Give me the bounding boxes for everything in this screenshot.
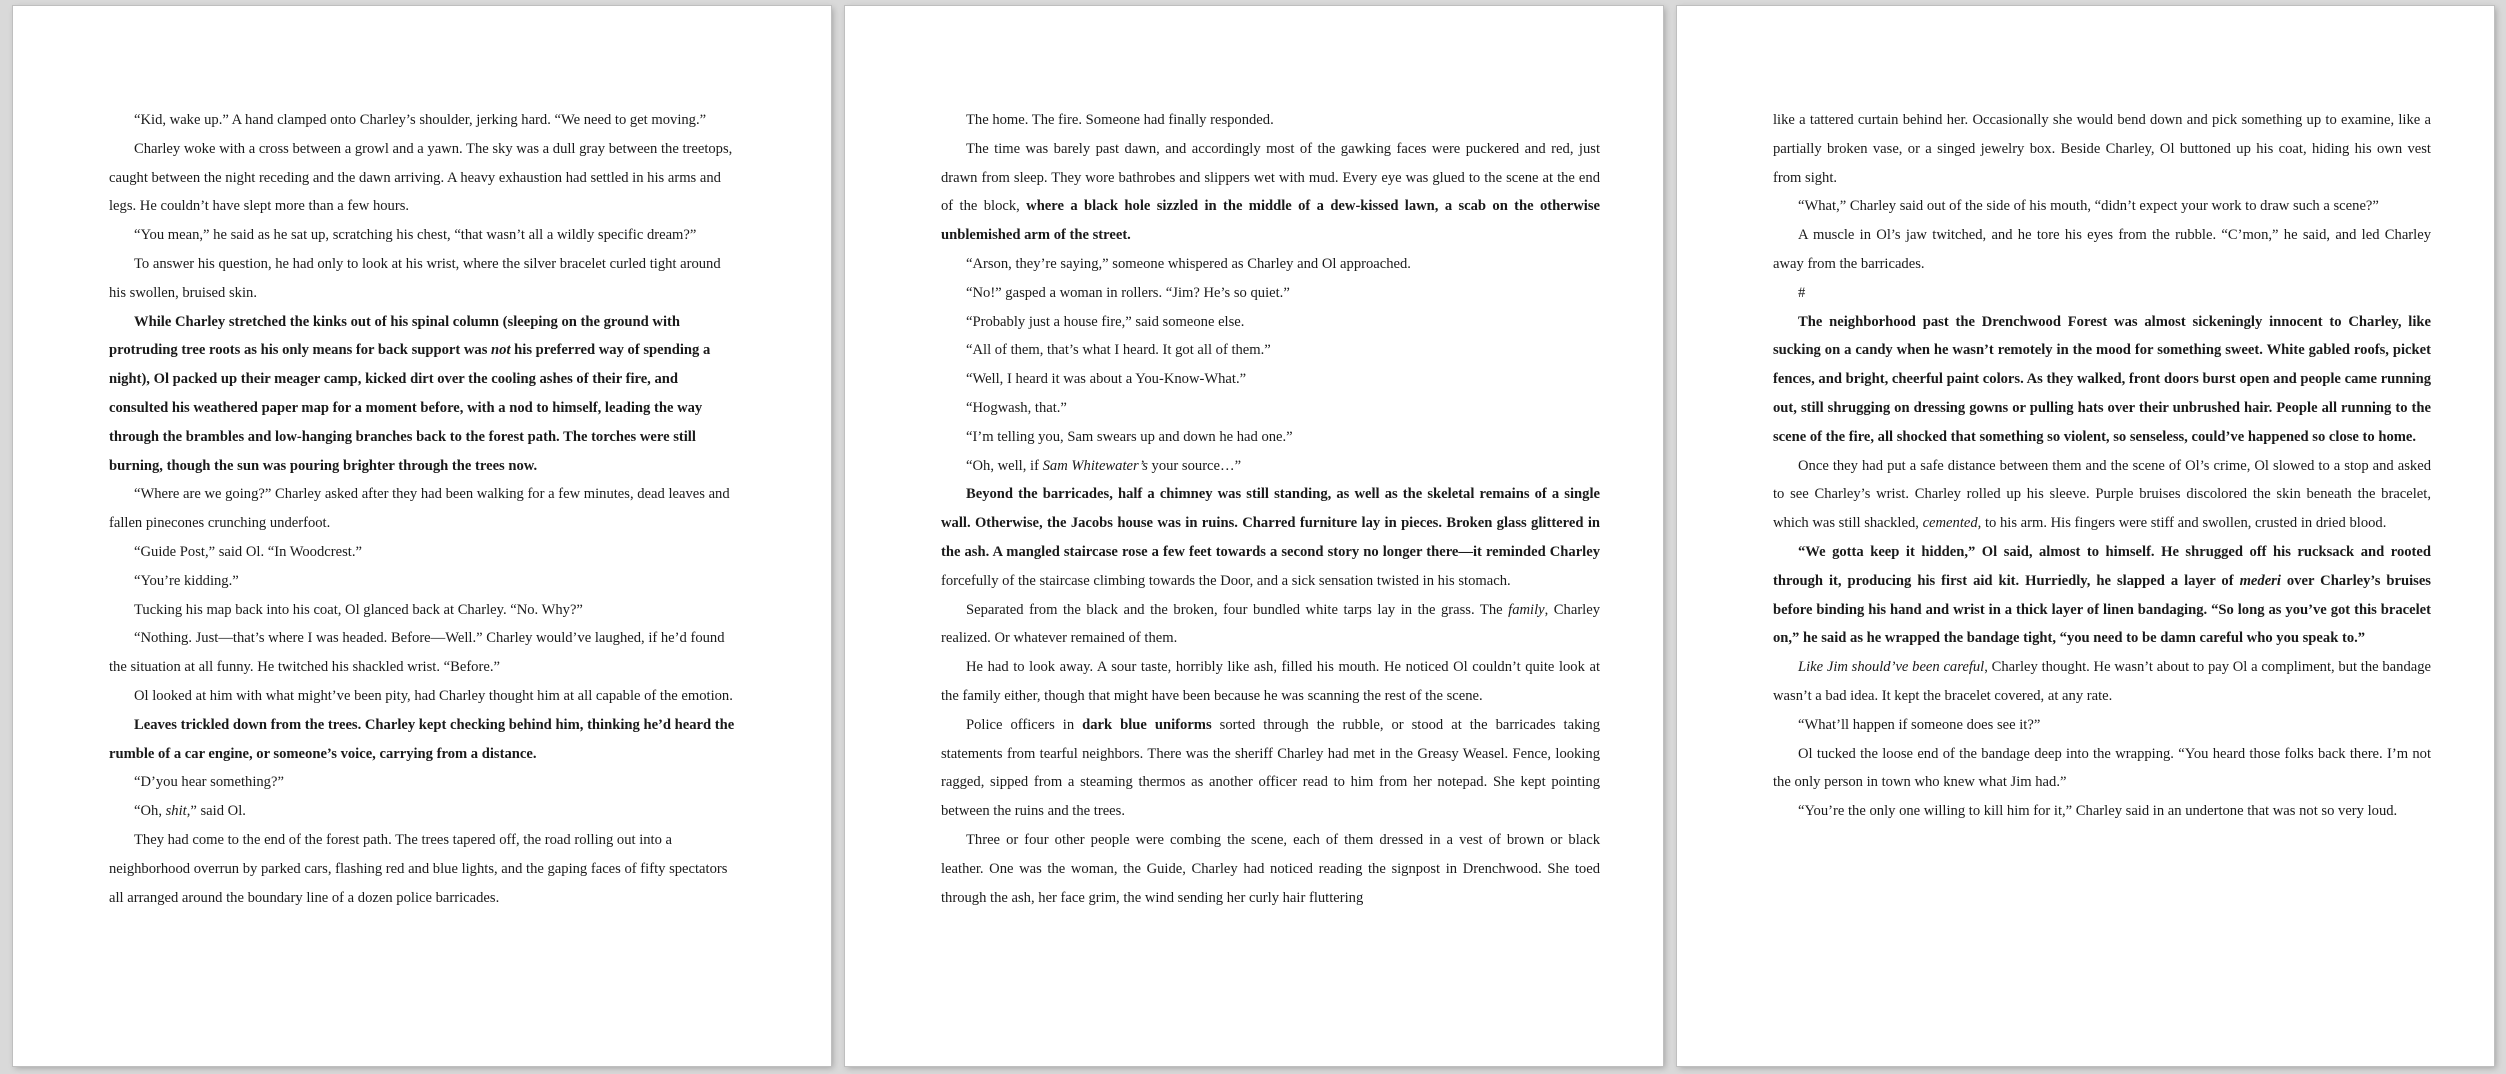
italic-text: shit xyxy=(165,803,187,820)
paragraph-text: “D’you hear something?” xyxy=(134,774,284,791)
paragraph-text: Three or four other people were combing the scene, each of them dressed in a vest of brown or black leather. One was the woman, the Guide, Charley had noticed reading the signpost in Drenchwood. She toed through the ash, her face grim, the wind sending her curly hair fluttering xyxy=(941,831,1600,906)
paragraph xyxy=(941,452,1600,481)
paragraph-text: The home. The fire. Someone had finally responded. xyxy=(966,112,1274,128)
paragraph xyxy=(1773,538,2431,653)
paragraph xyxy=(941,308,1600,337)
page-1-body xyxy=(109,106,735,912)
paragraph-text: “You mean,” he said as he sat up, scratching his chest, “that wasn’t all a wildly specific dream?” xyxy=(134,227,697,244)
paragraph xyxy=(109,221,735,250)
paragraph xyxy=(109,624,735,682)
paragraph xyxy=(1773,192,2431,221)
paragraph-text: “What,” Charley said out of the side of his mouth, “didn’t expect your work to draw such a scene?” xyxy=(1798,198,2379,215)
paragraph-text: # xyxy=(1798,284,1806,301)
paragraph-text: , to his arm. His fingers were stiff and swollen, crusted in dried blood. xyxy=(1977,515,2387,532)
paragraph xyxy=(1773,452,2431,538)
paragraph-text: “Nothing. Just—that’s where I was headed. Before—Well.” Charley would’ve laughed, if he’d found the situation at all funny. He twitched his shackled wrist. “Before.” xyxy=(109,630,725,676)
paragraph xyxy=(1773,797,2431,826)
page-1 xyxy=(13,6,831,1066)
italic-text: family xyxy=(1508,601,1545,618)
paragraph xyxy=(109,538,735,567)
paragraph-text: “You’re the only one willing to kill him for it,” Charley said in an undertone that was not so very loud. xyxy=(1798,803,2398,820)
paragraph-text: “Well, I heard it was about a You-Know-What.” xyxy=(966,371,1247,388)
page-2-body xyxy=(941,106,1600,912)
paragraph xyxy=(941,653,1600,711)
paragraph-text: forcefully of the staircase climbing towards the Door, and a sick sensation twisted in his stomach. xyxy=(941,572,1511,589)
paragraph xyxy=(109,826,735,912)
paragraph-text: Leaves trickled down from the trees. Charley kept checking behind him, thinking he’d heard the rumble of a car engine, or someone’s voice, carrying from a distance. xyxy=(109,716,735,762)
paragraph-text: “Oh, xyxy=(134,803,166,820)
paragraph-text: Separated from the black and the broken, four bundled white tarps lay in the grass. The xyxy=(966,601,1509,618)
paragraph xyxy=(941,480,1600,595)
paragraph xyxy=(109,768,735,797)
paragraph xyxy=(109,596,735,625)
paragraph-text: The time was barely past dawn, and accordingly most of the gawking faces were puckered and red, just drawn from sleep. They wore bathrobes and slippers wet with mud. Every eye was glued to the scene at the end of the block, xyxy=(941,140,1600,215)
paragraph-text: Ol tucked the loose end of the bandage deep into the wrapping. “You heard those folks back there. I’m not the only person in town who knew what Jim had.” xyxy=(1773,745,2431,791)
paragraph-text: “What’ll happen if someone does see it?” xyxy=(1798,716,2041,733)
paragraph-text: “Oh, well, if xyxy=(966,457,1043,474)
paragraph-text: Charley woke with a cross between a growl and a yawn. The sky was a dull gray between the treetops, caught between the night receding and the dawn arriving. A heavy exhaustion had settled in his arms and legs. He couldn’t have slept more than a few hours. xyxy=(109,140,733,215)
italic-text: cemented xyxy=(1922,515,1978,532)
paragraph xyxy=(941,336,1600,365)
bold-text: dark blue uniforms xyxy=(1082,716,1212,733)
paragraph-text: “Probably just a house fire,” said someone else. xyxy=(966,313,1245,330)
bold-text: over Charley’s bruises before binding his hand and wrist in a thick layer of linen bandaging. “So long as you’ve got this bracelet on,” he said as he wrapped the bandage tight, “you need to be damn careful who you speak to.” xyxy=(1773,572,2431,647)
paragraph-text: like a tattered curtain behind her. Occasionally she would bend down and pick something up to examine, like a partially broken vase, or a singed jewelry box. Beside Charley, Ol buttoned up his coat, hiding his own vest from sight. xyxy=(1773,112,2431,186)
paragraph xyxy=(1773,653,2431,711)
paragraph xyxy=(1773,106,2431,192)
paragraph-text: The neighborhood past the Drenchwood Forest was almost sickeningly innocent to Charley, like sucking on a candy when he wasn’t remotely in the mood for something sweet. White gabled roofs, picket fences, and bright, cheerful paint colors. As they walked, front doors burst open and people came running out, still shrugging on dressing gowns or pulling hats over their unbrushed hair. People all running to the scene of the fire, all shocked that something so violent, so senseless, could’ve happened so close to home. xyxy=(1773,313,2431,445)
paragraph-text: Tucking his map back into his coat, Ol glanced back at Charley. “No. Why?” xyxy=(134,601,583,618)
page-3-body xyxy=(1773,106,2431,826)
paragraph xyxy=(941,365,1600,394)
paragraph xyxy=(109,135,735,221)
paragraph xyxy=(109,567,735,596)
paragraph-text: “All of them, that’s what I heard. It got all of them.” xyxy=(966,342,1271,359)
bold-text: where a black hole sizzled in the middle of a dew-kissed lawn, a scab on the otherwise unblemished arm of the street. xyxy=(941,198,1600,244)
italic-text: not xyxy=(491,342,511,359)
paragraph-text: , Charley thought. He wasn’t about to pay Ol a compliment, but the bandage wasn’t a bad idea. It kept the bracelet covered, at any rate. xyxy=(1773,659,2431,704)
paragraph-text: ,” said Ol. xyxy=(186,803,246,820)
paragraph-text: “Guide Post,” said Ol. “In Woodcrest.” xyxy=(134,543,362,560)
paragraph-text: your source…” xyxy=(1147,457,1242,474)
paragraph-text: “No!” gasped a woman in rollers. “Jim? He’s so quiet.” xyxy=(966,284,1290,301)
paragraph-text: Police officers in xyxy=(966,716,1083,733)
paragraph xyxy=(941,423,1600,452)
paragraph-text: “Where are we going?” Charley asked after they had been walking for a few minutes, dead leaves and fallen pinecones crunching underfoot. xyxy=(109,486,730,532)
page-3 xyxy=(1677,6,2494,1066)
paragraph xyxy=(941,711,1600,826)
paragraph xyxy=(1773,279,2431,308)
italic-text: Sam Whitewater’s xyxy=(1042,457,1148,474)
paragraph-text: “Hogwash, that.” xyxy=(966,399,1067,416)
page-2 xyxy=(845,6,1663,1066)
paragraph-text: Ol looked at him with what might’ve been pity, had Charley thought him at all capable of the emotion. xyxy=(134,687,733,704)
paragraph xyxy=(941,106,1600,135)
bold-text: “We gotta keep it hidden,” Ol said, almost to himself. He shrugged off his rucksack and rooted through it, producing his first aid kit. Hurriedly, he slapped a layer of xyxy=(1773,543,2431,589)
paragraph xyxy=(1773,308,2431,452)
paragraph xyxy=(109,106,735,135)
paragraph-text: his preferred way of spending a night), Ol packed up their meager camp, kicked dirt over the cooling ashes of their fire, and consulted his weathered paper map for a moment before, with a nod to himself, leading the way through the brambles and low-hanging branches back to the forest path. The torches were still burning, though the sun was pouring brighter through the trees now. xyxy=(109,342,711,474)
italic-text: Like Jim should’ve been careful xyxy=(1798,659,1985,676)
paragraph xyxy=(109,711,735,769)
paragraph xyxy=(109,250,735,308)
paragraph-text: He had to look away. A sour taste, horribly like ash, filled his mouth. He noticed Ol couldn’t quite look at the family either, though that might have been because he was scanning the rest of the scene. xyxy=(941,659,1600,704)
paragraph-text: They had come to the end of the forest path. The trees tapered off, the road rolling out into a neighborhood overrun by parked cars, flashing red and blue lights, and the gaping faces of fifty spectators all arranged around the boundary line of a dozen police barricades. xyxy=(109,831,728,906)
paragraph xyxy=(109,682,735,711)
bold-text: mederi xyxy=(2239,572,2281,589)
paragraph xyxy=(109,308,735,481)
bold-text: Beyond the barricades, half a chimney was still standing, as well as the skeletal remains of a single wall. Otherwise, the Jacobs house was in ruins. Charred furniture lay in pieces. Broken glass glittered in the ash. A mangled staircase rose a few feet towards a second story no longer there—it reminded Charley xyxy=(941,486,1600,560)
paragraph-text: To answer his question, he had only to look at his wrist, where the silver bracelet curled tight around his swollen, bruised skin. xyxy=(109,255,721,301)
paragraph xyxy=(941,279,1600,308)
paragraph-text: “I’m telling you, Sam swears up and down he had one.” xyxy=(966,428,1293,445)
paragraph-text: Once they had put a safe distance between them and the scene of Ol’s crime, Ol slowed to a stop and asked to see Charley’s wrist. Charley rolled up his sleeve. Purple bruises discolored the skin beneath the bracelet, which was still shackled, xyxy=(1773,457,2431,532)
paragraph xyxy=(941,250,1600,279)
paragraph-text: A muscle in Ol’s jaw twitched, and he tore his eyes from the rubble. “C’mon,” he said, and led Charley away from the barricades. xyxy=(1773,227,2431,272)
paragraph-text: “Kid, wake up.” A hand clamped onto Charley’s shoulder, jerking hard. “We need to get moving.” xyxy=(134,112,707,128)
paragraph xyxy=(1773,221,2431,279)
paragraph-text: “Arson, they’re saying,” someone whispered as Charley and Ol approached. xyxy=(966,255,1411,272)
paragraph xyxy=(1773,740,2431,798)
paragraph xyxy=(109,797,735,826)
paragraph xyxy=(941,826,1600,912)
paragraph xyxy=(941,596,1600,654)
paragraph-text: , Charley realized. Or whatever remained of them. xyxy=(941,601,1601,647)
paragraph xyxy=(109,480,735,538)
paragraph xyxy=(941,394,1600,423)
paragraph-text: While Charley stretched the kinks out of his spinal column (sleeping on the ground with protruding tree roots as his only means for back support was xyxy=(109,313,680,359)
paragraph xyxy=(941,135,1600,250)
paragraph-text: “You’re kidding.” xyxy=(134,572,239,589)
paragraph-text: sorted through the rubble, or stood at the barricades taking statements from tearful neighbors. There was the sheriff Charley had met in the Greasy Weasel. Fence, looking ragged, sipped from a steaming thermos as another officer read to him from her notepad. She kept pointing between the ruins and the trees. xyxy=(941,716,1601,820)
paragraph xyxy=(1773,711,2431,740)
